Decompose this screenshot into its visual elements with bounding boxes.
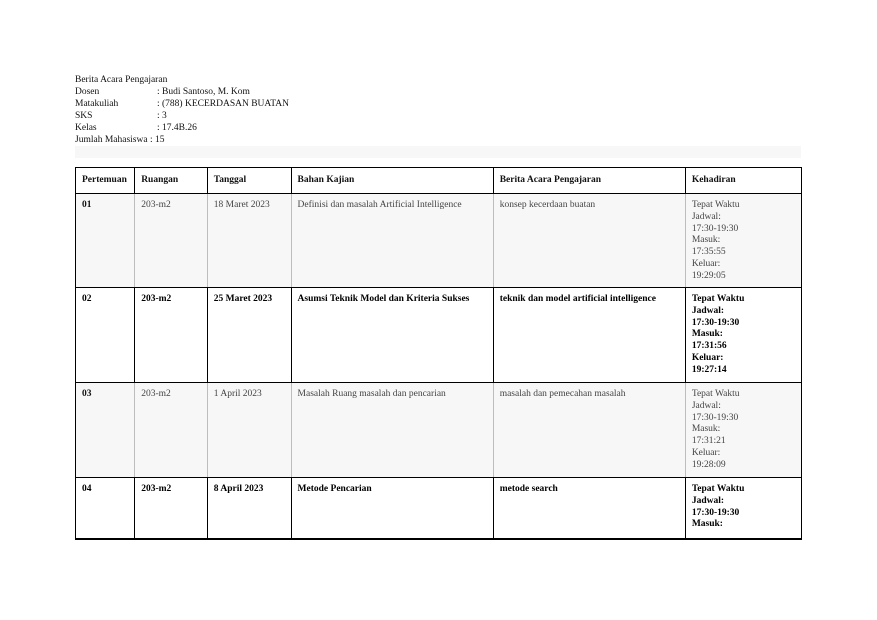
cell-bahan-kajian: Asumsi Teknik Model dan Kriteria Sukses bbox=[291, 288, 493, 383]
kehadiran-line: Keluar: bbox=[691, 447, 721, 458]
kehadiran-line: 17:30-19:30 bbox=[691, 412, 739, 423]
kehadiran-line: Masuk: bbox=[691, 424, 721, 435]
kehadiran-line: Jadwal: bbox=[691, 305, 725, 316]
meta-row-matakuliah: Matakuliah : (788) KECERDASAN BUATAN bbox=[75, 99, 289, 109]
meta-value: 15 bbox=[154, 135, 165, 145]
cell-kehadiran bbox=[685, 478, 801, 540]
meta-label: SKS bbox=[75, 111, 93, 121]
cell-berita-acara: teknik dan model artificial intelligence bbox=[493, 288, 685, 383]
cell-kehadiran bbox=[685, 383, 801, 478]
kehadiran-line: 17:30-19:30 bbox=[691, 317, 740, 328]
kehadiran-line: 19:28:09 bbox=[691, 459, 726, 470]
cell-berita-acara: metode search bbox=[493, 478, 685, 540]
cell-bahan-kajian: Metode Pencarian bbox=[291, 478, 493, 540]
cell-berita-acara: konsep kecerdaan buatan bbox=[493, 194, 685, 288]
cell-kehadiran bbox=[685, 288, 801, 383]
kehadiran-status: Tepat Waktu bbox=[691, 294, 745, 304]
cell-ruangan: 203-m2 bbox=[135, 478, 208, 540]
cell-pertemuan: 02 bbox=[76, 288, 135, 383]
kehadiran-line: Masuk: bbox=[691, 329, 723, 340]
table-row bbox=[76, 194, 802, 288]
column-header-ruangan: Ruangan bbox=[135, 168, 208, 194]
cell-bahan-kajian: Masalah Ruang masalah dan pencarian bbox=[291, 383, 493, 478]
kehadiran-line: Masuk: bbox=[691, 235, 721, 246]
kehadiran-line: Jadwal: bbox=[691, 495, 725, 506]
kehadiran-line: 19:29:05 bbox=[691, 270, 726, 281]
cell-ruangan: 203-m2 bbox=[135, 288, 208, 383]
meta-label: Matakuliah bbox=[75, 99, 119, 109]
meta-value: 3 bbox=[162, 111, 167, 121]
kehadiran-line: 19:27:14 bbox=[691, 364, 727, 375]
meta-row-sks: SKS : 3 bbox=[75, 111, 167, 121]
document-title: Berita Acara Pengajaran bbox=[75, 75, 168, 85]
column-header-kehadiran: Kehadiran bbox=[685, 168, 801, 194]
kehadiran-line: Jadwal: bbox=[691, 400, 721, 411]
cell-berita-acara: masalah dan pemecahan masalah bbox=[493, 383, 685, 478]
meta-label: Dosen bbox=[75, 87, 100, 97]
meta-row-kelas: Kelas : 17.4B.26 bbox=[75, 123, 197, 133]
cell-pertemuan: 03 bbox=[76, 383, 135, 478]
meta-label: Kelas bbox=[75, 123, 97, 133]
kehadiran-line: 17:30-19:30 bbox=[691, 223, 739, 234]
header-divider-strip bbox=[75, 146, 801, 158]
kehadiran-line: Masuk: bbox=[691, 519, 723, 530]
meta-row-jumlah-mahasiswa: Jumlah Mahasiswa : 15 bbox=[75, 135, 165, 145]
column-header-tanggal: Tanggal bbox=[207, 168, 291, 194]
column-header-pertemuan: Pertemuan bbox=[76, 168, 135, 194]
table-row bbox=[76, 478, 802, 540]
cell-tanggal: 18 Maret 2023 bbox=[207, 194, 291, 288]
column-header-berita-acara: Berita Acara Pengajaran bbox=[493, 168, 685, 194]
kehadiran-line: 17:35:55 bbox=[691, 247, 726, 258]
table-header-row bbox=[76, 168, 802, 194]
meta-value: 17.4B.26 bbox=[162, 123, 197, 133]
cell-pertemuan: 01 bbox=[76, 194, 135, 288]
kehadiran-status: Tepat Waktu bbox=[691, 200, 740, 210]
meta-value: Budi Santoso, M. Kom bbox=[162, 87, 250, 97]
kehadiran-line: 17:30-19:30 bbox=[691, 507, 740, 518]
kehadiran-status: Tepat Waktu bbox=[691, 389, 740, 399]
kehadiran-line: Keluar: bbox=[691, 352, 724, 363]
table-row bbox=[76, 288, 802, 383]
cell-kehadiran bbox=[685, 194, 801, 288]
kehadiran-line: Jadwal: bbox=[691, 211, 721, 222]
column-header-bahan-kajian: Bahan Kajian bbox=[291, 168, 493, 194]
document-header bbox=[75, 74, 289, 146]
cell-bahan-kajian: Definisi dan masalah Artificial Intelligence bbox=[291, 194, 493, 288]
cell-tanggal: 8 April 2023 bbox=[207, 478, 291, 540]
kehadiran-line: 17:31:56 bbox=[691, 341, 727, 352]
kehadiran-line: Keluar: bbox=[691, 258, 721, 269]
cell-ruangan: 203-m2 bbox=[135, 194, 208, 288]
kehadiran-line: 17:31:21 bbox=[691, 436, 726, 447]
meta-row-dosen: Dosen : Budi Santoso, M. Kom bbox=[75, 87, 250, 97]
cell-ruangan: 203-m2 bbox=[135, 383, 208, 478]
meta-label: Jumlah Mahasiswa bbox=[75, 135, 148, 145]
table-row bbox=[76, 383, 802, 478]
cell-tanggal: 1 April 2023 bbox=[207, 383, 291, 478]
meta-value: (788) KECERDASAN BUATAN bbox=[162, 99, 289, 109]
attendance-table bbox=[75, 167, 802, 540]
cell-pertemuan: 04 bbox=[76, 478, 135, 540]
cell-tanggal: 25 Maret 2023 bbox=[207, 288, 291, 383]
kehadiran-status: Tepat Waktu bbox=[691, 484, 745, 494]
